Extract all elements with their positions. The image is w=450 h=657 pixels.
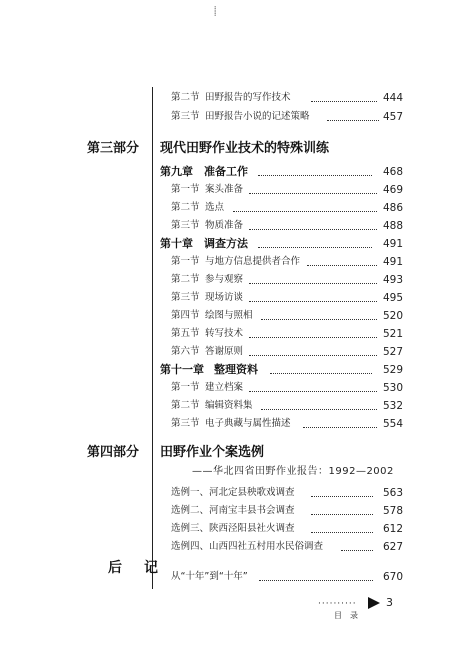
section-label: 第五节 [171,328,200,339]
dot-leader [311,532,373,533]
toc-entry[interactable] [163,568,403,586]
toc-entry[interactable] [163,397,403,415]
dot-leader [249,337,377,338]
footer-dots: ·········· [318,599,357,609]
toc-entry[interactable] [163,271,403,289]
chapter-title: 调查方法 [204,237,248,250]
page-number: 493 [382,274,403,286]
section-title: 绘图与照相 [205,310,253,321]
section-label: 第一节 [171,382,200,393]
chapter-title: 整理资料 [214,363,258,376]
dot-leader [261,319,377,320]
dot-leader [311,514,373,515]
section-title: 田野报告的写作技术 [205,92,291,103]
section-title: 建立档案 [205,382,244,393]
section-label: 第六节 [171,346,200,357]
section-title: 转写技术 [205,328,244,339]
dot-leader [270,373,372,374]
dot-leader [311,101,377,102]
toc-entry[interactable] [163,379,403,397]
section-label: 第一节 [171,256,200,267]
section-label: 第二节 [171,274,200,285]
section-title: 参与观察 [205,274,244,285]
page-number: 578 [382,505,403,517]
toc-entry[interactable] [163,538,403,556]
chapter-label: 第十一章 [160,363,204,376]
toc-entry[interactable] [163,181,403,199]
section-title: 物质准备 [205,220,244,231]
toc-vertical-rule [152,87,153,589]
page-number: 532 [382,400,403,412]
section-label: 第三节 [171,220,200,231]
page-number: 468 [382,166,403,178]
dot-leader [249,229,377,230]
chapter-entry[interactable] [160,235,403,253]
page-number: 491 [382,238,403,250]
section-label: 第二节 [171,92,200,103]
section-title: 现场访谈 [205,292,244,303]
chapter-entry[interactable] [160,163,403,181]
toc-entry[interactable] [163,217,403,235]
part-title[interactable]: 田野作业个案选例 [160,445,265,460]
folio-page-number: 3 [386,596,393,609]
page-number: 612 [382,523,403,535]
section-label: 第二节 [171,400,200,411]
toc-entry[interactable] [163,343,403,361]
toc-entry[interactable] [163,289,403,307]
dot-leader [249,283,377,284]
toc-entry[interactable] [163,325,403,343]
toc-entry[interactable] [163,307,403,325]
dot-leader [327,120,379,121]
dot-leader [249,355,377,356]
section-title: 与地方信息提供者合作 [205,256,301,267]
case-title: 选例一、河北定县秧歌戏调查 [171,487,295,498]
afterword-title: 从“十年”到“十年” [171,571,248,582]
page-number: 444 [382,92,403,104]
page-number: 486 [382,202,403,214]
page-number: 563 [382,487,403,499]
page-number: 527 [382,346,403,358]
dot-leader [311,496,373,497]
part-label: 第三部分 [87,141,140,156]
dot-leader [307,265,377,266]
page-number: 670 [382,571,403,583]
section-title: 编辑资料集 [205,400,253,411]
dot-leader [249,193,377,194]
part-subtitle: ——华北四省田野作业报告：1992—2002 [192,466,394,477]
section-title: 选点 [205,202,225,213]
section-label: 第二节 [171,202,200,213]
section-label: 第四节 [171,310,200,321]
dot-leader [303,427,377,428]
dot-leader [249,391,377,392]
page-number: 554 [382,418,403,430]
chapter-label: 第十章 [160,237,193,250]
page-number: 469 [382,184,403,196]
toc-entry[interactable] [163,108,403,126]
part-label: 第四部分 [87,445,140,460]
page-number: 488 [382,220,403,232]
page-number: 529 [382,364,403,376]
part-title[interactable]: 现代田野作业技术的特殊训练 [160,141,330,156]
dot-leader [258,247,372,248]
case-title: 选例四、山西四社五村用水民俗调查 [171,541,324,552]
running-head: 目 录 [334,611,358,620]
page-number: 521 [382,328,403,340]
case-title: 选例二、河南宝丰县书会调查 [171,505,295,516]
section-title: 电子典藏与属性描述 [205,418,291,429]
page-number: 530 [382,382,403,394]
toc-entry[interactable] [163,89,403,107]
section-label: 第三节 [171,111,200,122]
page-number: 520 [382,310,403,322]
section-title: 答谢原则 [205,346,244,357]
dot-leader [258,175,372,176]
chapter-label: 第九章 [160,165,193,178]
scan-speck: ⸽ [214,7,217,17]
toc-entry[interactable] [163,484,403,502]
section-title: 田野报告小说的记述策略 [205,111,310,122]
case-title: 选例三、陕西泾阳县社火调查 [171,523,295,534]
page-number: 627 [382,541,403,553]
dot-leader [233,211,377,212]
toc-entry[interactable] [163,502,403,520]
dot-leader [341,550,373,551]
section-label: 第一节 [171,184,200,195]
section-label: 第三节 [171,292,200,303]
afterword-label: 后 记 [108,560,162,576]
page-number: 457 [382,111,403,123]
dot-leader [259,580,373,581]
arrow-right-icon [368,597,380,609]
page-number: 491 [382,256,403,268]
toc-entry[interactable] [163,520,403,538]
toc-entry[interactable] [163,253,403,271]
dot-leader [249,301,377,302]
toc-entry[interactable] [163,199,403,217]
section-title: 案头准备 [205,184,244,195]
dot-leader [261,409,377,410]
page-number: 495 [382,292,403,304]
chapter-title: 准备工作 [204,165,248,178]
section-label: 第三节 [171,418,200,429]
toc-entry[interactable] [163,415,403,433]
chapter-entry[interactable] [160,361,403,379]
